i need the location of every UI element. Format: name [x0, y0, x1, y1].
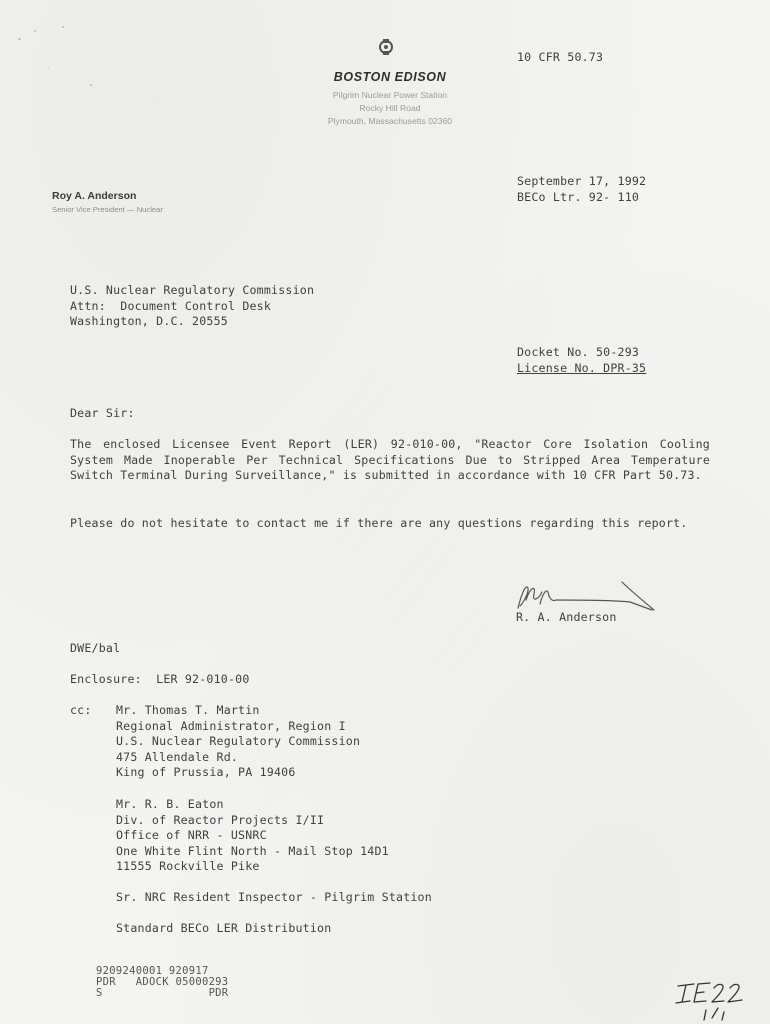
cc-line: King of Prussia, PA 19406 — [116, 765, 296, 780]
body-paragraph-2: Please do not hesitate to contact me if there are any questions regarding this report. — [70, 516, 688, 530]
stamp-line-2: PDR ADOCK 05000293 — [96, 976, 229, 988]
company-name: BOSTON EDISON — [333, 70, 447, 84]
recipient-line-3: Washington, D.C. 20555 — [70, 314, 228, 329]
filing-stamp — [96, 966, 228, 999]
stamp-line-3: S PDR — [96, 987, 229, 999]
cc-label: cc: — [70, 703, 92, 717]
cc-line: One White Flint North - Mail Stop 14D1 — [116, 843, 389, 858]
enclosure-line: Enclosure: LER 92-010-00 — [70, 672, 250, 686]
sender-name: Roy A. Anderson — [52, 190, 137, 202]
cc-line: Mr. R. B. Eaton — [116, 797, 224, 811]
cfr-reference: 10 CFR 50.73 — [517, 50, 604, 64]
body-paragraph-1: The enclosed Licensee Event Report (LER) 92-010-00, "Reactor Core Isolation Cooling System Made Inoperable Per Technical Specifications Due to Stripped Area Temperature Switch Terminal During Surveillance," is submitted in accordance with 10 CFR Part 50.73. — [70, 437, 710, 483]
signer-name: R. A. Anderson — [516, 610, 617, 624]
stamp-line-1: 9209240001 920917 — [96, 965, 209, 977]
address-line-3: Plymouth, Massachusetts 02360 — [327, 116, 453, 126]
address-line-2: Rocky Hill Road — [359, 103, 421, 113]
cc-line: 11555 Rockville Pike — [116, 859, 260, 874]
cc-recipient-inspector — [116, 890, 432, 906]
letter-number: BECo Ltr. 92- 110 — [517, 190, 640, 204]
cc-line: Sr. NRC Resident Inspector - Pilgrim Station — [116, 890, 432, 904]
sender-title: Senior Vice President — Nuclear — [52, 205, 163, 214]
cc-line: Standard BECo LER Distribution — [116, 921, 332, 935]
typist-initials: DWE/bal — [70, 641, 121, 655]
boston-edison-logo-icon — [376, 38, 396, 56]
address-line-1: Pilgrim Nuclear Power Station — [332, 90, 448, 100]
cc-line: Div. of Reactor Projects I/II — [116, 812, 325, 827]
cc-line: Office of NRR - USNRC — [116, 828, 267, 843]
letter-date: September 17, 1992 — [517, 174, 647, 188]
cc-line: Mr. Thomas T. Martin — [116, 703, 260, 717]
cc-line: U.S. Nuclear Regulatory Commission — [116, 734, 361, 749]
recipient-line-2: Attn: Document Control Desk — [70, 298, 272, 313]
license-number: License No. DPR-35 — [517, 361, 647, 375]
cc-recipient-eaton — [116, 797, 389, 875]
cc-recipient-distribution — [116, 921, 331, 937]
recipient-line-1: U.S. Nuclear Regulatory Commission — [70, 283, 315, 297]
recipient-address — [70, 283, 314, 330]
handwritten-note — [672, 978, 752, 1022]
docket-number: Docket No. 50-293 — [517, 345, 640, 359]
salutation: Dear Sir: — [70, 406, 135, 420]
cc-line: 475 Allendale Rd. — [116, 749, 239, 764]
cc-line: Regional Administrator, Region I — [116, 718, 346, 733]
cc-recipient-martin — [116, 703, 360, 781]
